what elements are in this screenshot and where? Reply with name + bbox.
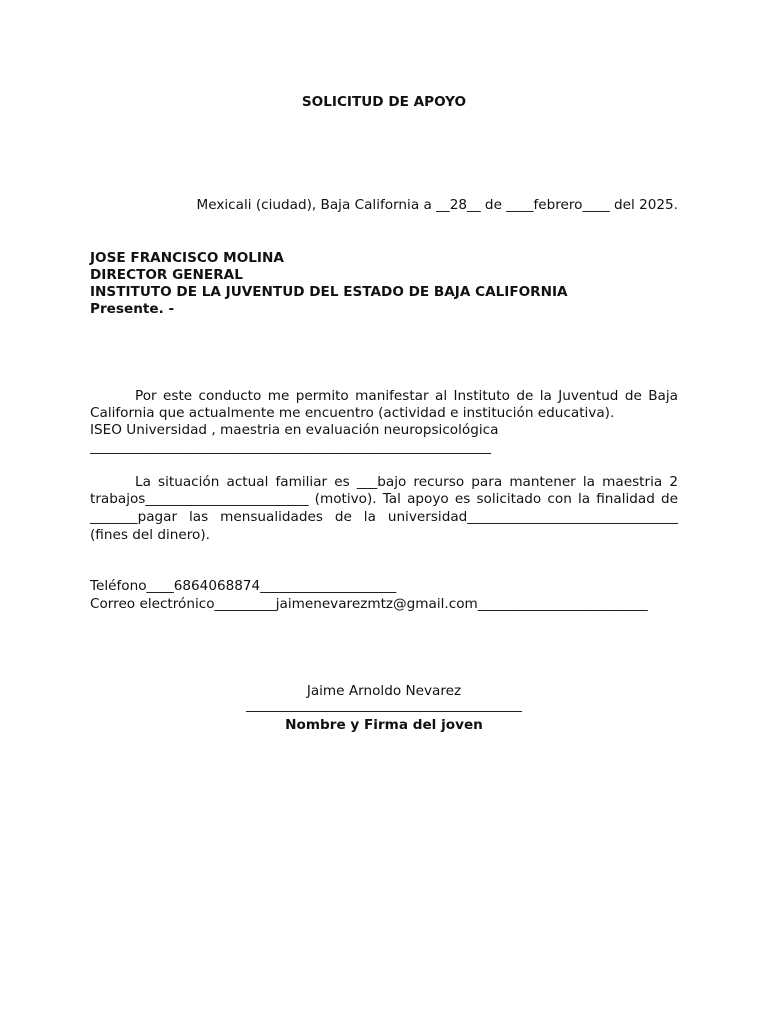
paragraph1-line2: California que actualmente me encuentro (actividad e institución educativa). (90, 405, 615, 421)
paragraph1-blank-line: ___________________________________________________________ (90, 439, 492, 455)
paragraph1-line1: Por este conducto me permito manifestar al Instituto de la Juventud de Baja (135, 388, 678, 404)
recipient-name: JOSE FRANCISCO MOLINA (90, 250, 284, 266)
date-line: Mexicali (ciudad), Baja California a __28__ de ____febrero____ del 2025. (196, 197, 678, 213)
phone-line: Teléfono____6864068874____________________ (90, 578, 397, 594)
document-title: SOLICITUD DE APOYO (301, 94, 467, 110)
paragraph2-line2: trabajos________________________ (motivo). Tal apoyo es solicitado con la finalidad de (90, 491, 678, 507)
email-line: Correo electrónico_________jaimenevarezmtz@gmail.com_________________________ (90, 596, 648, 612)
paragraph1-line3: ISEO Universidad , maestria en evaluación neuropsicológica (90, 422, 499, 438)
paragraph2-line4: (fines del dinero). (90, 527, 210, 543)
paragraph2-line1: La situación actual familiar es ___bajo recurso para mantener la maestria 2 (135, 474, 678, 490)
signer-name: Jaime Arnoldo Nevarez (306, 683, 462, 699)
paragraph2-line3: _______pagar las mensualidades de la universidad_______________________________ (90, 509, 678, 525)
recipient-institution: INSTITUTO DE LA JUVENTUD DEL ESTADO DE BAJA CALIFORNIA (90, 284, 568, 300)
signature-label: Nombre y Firma del joven (285, 717, 483, 733)
recipient-greeting: Presente. - (90, 301, 175, 317)
signature-line (246, 711, 522, 712)
recipient-position: DIRECTOR GENERAL (90, 267, 243, 283)
